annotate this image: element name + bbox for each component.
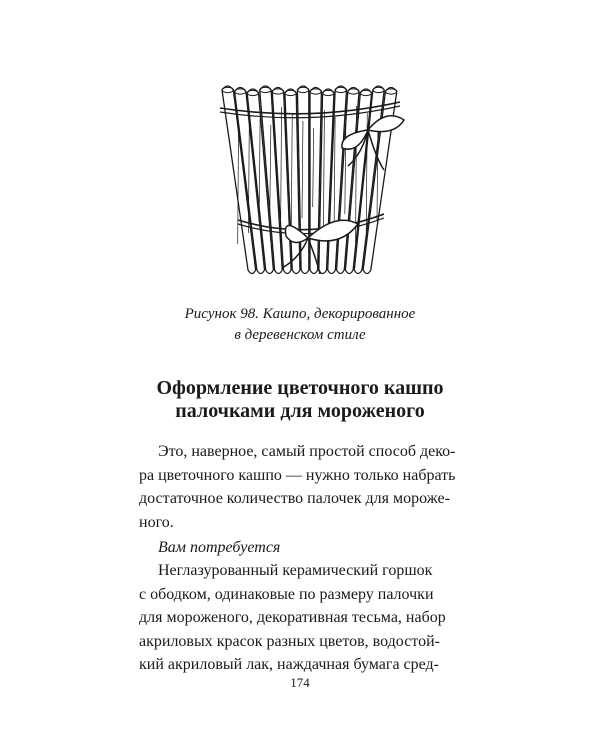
caption-line: Рисунок 98. Кашпо, декорированное: [184, 306, 416, 322]
materials-paragraph: [139, 559, 484, 677]
section-title-line: Оформление цветочного кашпо: [156, 377, 444, 399]
wooden-stick-planter-icon: [208, 62, 408, 290]
intro-paragraph: [139, 440, 484, 534]
planter-illustration: [208, 62, 408, 290]
paragraph-line: для мороженого, декоративная тесьма, набор: [139, 609, 446, 626]
section-title-line: палочками для мороженого: [175, 400, 425, 422]
section-title: [110, 377, 490, 423]
paragraph-line: ра цветочного кашпо — нужно только набрать: [139, 466, 456, 484]
paragraph-line: ного.: [139, 513, 174, 531]
materials-subheading: [139, 536, 484, 560]
caption-line: в деревенском стиле: [234, 327, 366, 343]
paragraph-line: достаточное количество палочек для мороже-: [139, 490, 450, 507]
paragraph-line: Это, наверное, самый простой способ деко-: [158, 443, 456, 460]
paragraph-line: акриловых красок разных цветов, водостой-: [139, 632, 440, 650]
paragraph-line: с ободком, одинаковые по размеру палочки: [139, 585, 434, 603]
paragraph-line: кий акриловый лак, наждачная бумага сред-: [139, 656, 439, 673]
subheading-text: Вам потребуется: [158, 539, 281, 556]
page-number: 174: [290, 675, 310, 690]
figure-caption: [120, 304, 480, 346]
paragraph-line: Неглазурованный керамический горшок: [158, 562, 433, 579]
